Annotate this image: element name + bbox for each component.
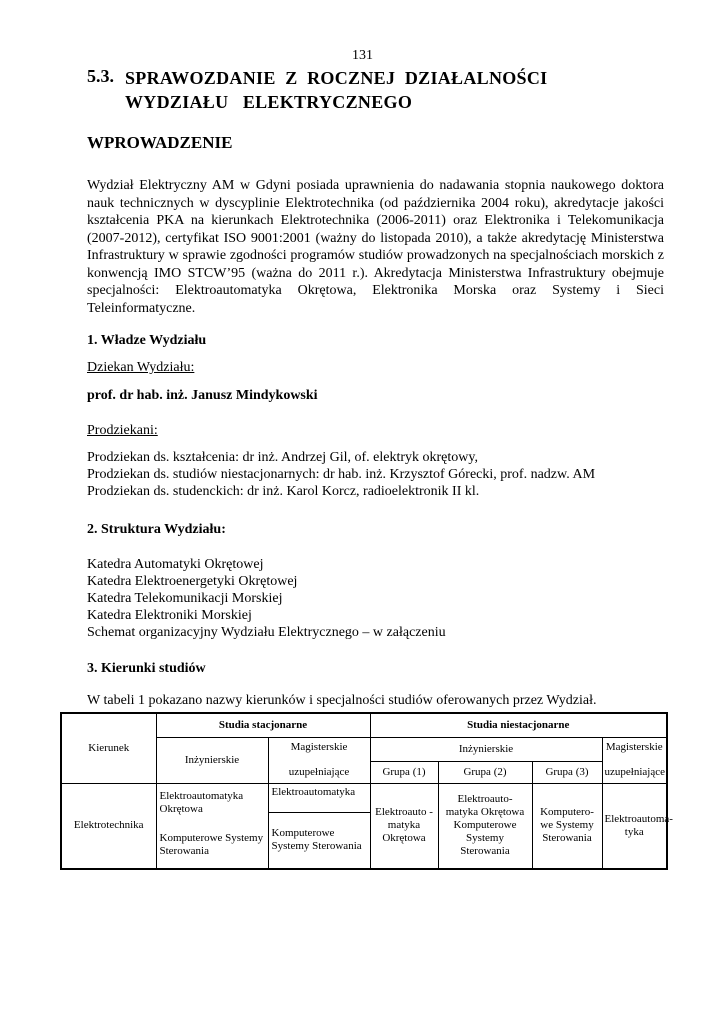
cell-st-inz-a: Elektroautomatyka Okrętowa [159,789,244,815]
header-nst-mag [602,737,667,783]
header-st-mag-line2: uzupełniające [288,766,350,778]
header-grupa-2: Grupa (2) [438,761,532,783]
header-nst-inz: Inżynierskie [370,737,602,761]
vice-deans-label: Prodziekani: [87,423,158,438]
section-number: 5.3. [87,66,114,86]
cell-grupa-1: Elektroauto -matyka Okrętowa [370,783,438,869]
header-nonstationary: Studia niestacjonarne [370,713,667,737]
cell-st-mag [268,783,370,869]
vice-dean-item: Prodziekan ds. studenckich: dr inż. Karol Korcz, radioelektronik II kl. [87,484,480,499]
section-title-line2: WYDZIAŁU ELEKTRYCZNEGO [125,92,413,112]
structure-list [87,556,446,641]
intro-paragraph: Wydział Elektryczny AM w Gdyni posiada uprawnienia do nadawania stopnia naukowego doktora nauk technicznych w dyscyplinie Elektrotechnika (od października 2004 roku), akredytacje jakości kształcenia PKA na kierunkach Elektrotechnika (2006-2011) oraz Elektronika i Telekomunikacja (2007-2012), certyfikat ISO 9001:2001 (ważny do listopada 2010), a także akredytację Ministerstwa Infrastruktury w sprawie zgodności programów studiów prowadzonych na specjalnościach morskich z konwencją IMO STCW’95 (ważna do 2011 r.). Akredytacja Ministerstwa Infrastruktury obejmuje specjalności: Elektroautomatyka Okrętowa, Elektronika Morska oraz Systemy i Sieci Teleinformatyczne. [87,178,664,316]
dean-label: Dziekan Wydziału: [87,360,195,375]
cell-nst-mag: Elektroautoma- tyka [602,783,667,869]
structure-item: Katedra Elektroenergetyki Okrętowej [87,574,298,589]
studies-heading: 3. Kierunki studiów [87,661,206,676]
header-st-mag [268,737,370,783]
header-stationary: Studia stacjonarne [156,713,370,737]
vice-deans-list [87,449,595,500]
cell-st-inz-b: Komputerowe Systemy Sterowania [159,831,264,857]
header-grupa-3: Grupa (3) [532,761,602,783]
header-st-mag-line1: Magisterskie [290,741,348,753]
page-number: 131 [352,48,373,63]
studies-table [60,712,673,870]
intro-heading: WPROWADZENIE [87,133,233,152]
cell-grupa-2: Elektroauto- matyka Okrętowa Komputerowe Systemy Sterowania [438,783,532,869]
structure-item: Katedra Elektroniki Morskiej [87,608,252,623]
cell-kierunek: Elektrotechnika [61,783,156,869]
structure-item: Schemat organizacyjny Wydziału Elektrycznego – w załączeniu [87,625,446,640]
studies-intro: W tabeli 1 pokazano nazwy kierunków i specjalności studiów oferowanych przez Wydział. [87,693,597,708]
vice-dean-item: Prodziekan ds. studiów niestacjonarnych: dr hab. inż. Krzysztof Górecki, prof. nadzw. AM [87,467,596,482]
cell-st-mag-b: Komputerowe Systemy Sterowania [271,826,362,852]
header-nst-mag-line2: uzupełniające [604,766,665,778]
cell-st-inz [156,783,268,869]
cell-st-mag-a: Elektroautomatyka [269,784,370,813]
header-st-inz: Inżynierskie [156,737,268,783]
structure-heading: 2. Struktura Wydziału: [87,522,226,537]
vice-dean-item: Prodziekan ds. kształcenia: dr inż. Andrzej Gil, of. elektryk okrętowy, [87,450,478,465]
dean-name: prof. dr hab. inż. Janusz Mindykowski [87,388,318,403]
header-kierunek: Kierunek [61,713,156,783]
header-nst-mag-line1: Magisterskie [605,741,663,753]
authorities-heading: 1. Władze Wydziału [87,333,207,348]
cell-grupa-3: Komputero- we Systemy Sterowania [532,783,602,869]
section-title [125,66,547,114]
section-title-line1: SPRAWOZDANIE Z ROCZNEJ DZIAŁALNOŚCI [125,68,548,88]
structure-item: Katedra Telekomunikacji Morskiej [87,591,283,606]
structure-item: Katedra Automatyki Okrętowej [87,557,264,572]
header-grupa-1: Grupa (1) [370,761,438,783]
table-row [61,783,667,869]
